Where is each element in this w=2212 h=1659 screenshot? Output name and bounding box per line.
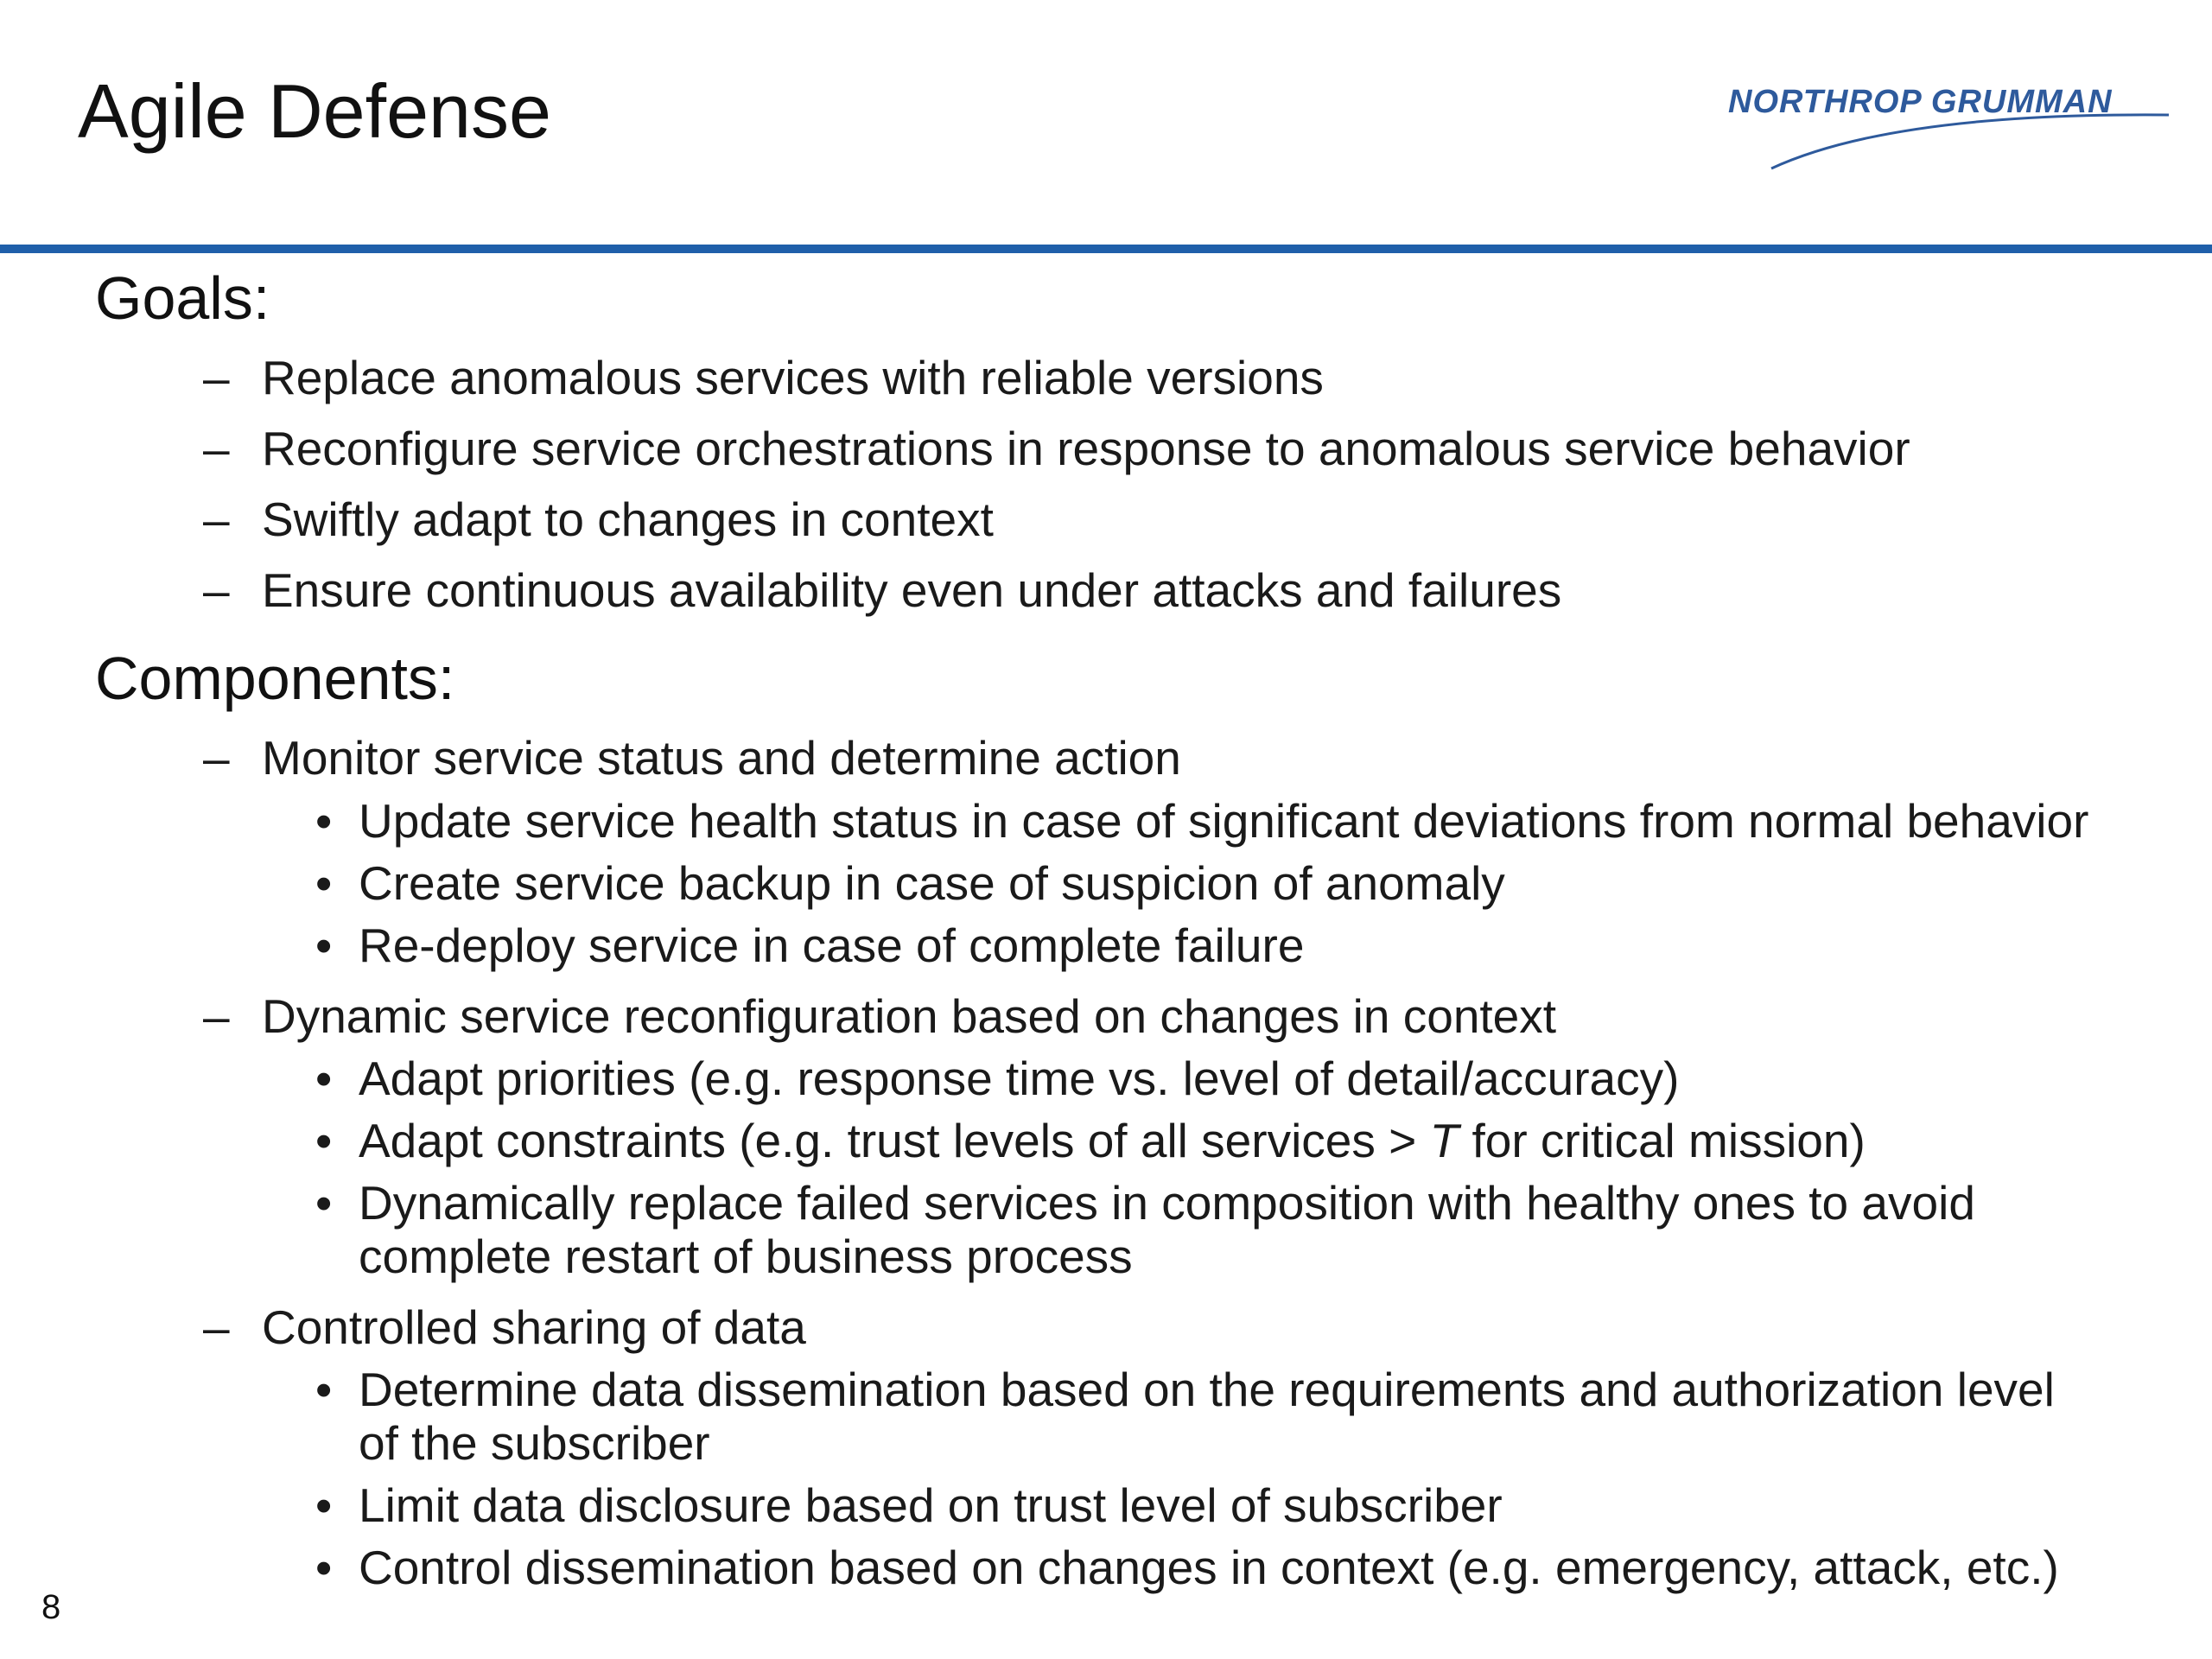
component-item-text [359, 1115, 1866, 1166]
slide-title: Agile Defense [78, 68, 551, 154]
component-item-text: Adapt priorities (e.g. response time vs. level of detail/accuracy) [359, 1052, 1680, 1105]
component-item-text: Dynamically replace failed services in composition with healthy ones to avoid [359, 1176, 1975, 1230]
dash-marker: – [203, 563, 230, 617]
goal-item-text: Replace anomalous services with reliable versions [262, 351, 1324, 404]
component-item-text: Update service health status in case of significant deviations from normal behavior [359, 794, 2089, 848]
bullet-marker: • [315, 1541, 333, 1594]
component-item-text: Create service backup in case of suspicion of anomaly [359, 856, 1505, 910]
bullet-marker: • [315, 918, 333, 972]
northrop-grumman-logo [1719, 73, 2177, 177]
bullet-marker: • [315, 856, 333, 910]
dash-marker: – [203, 989, 230, 1043]
goal-item-text: Ensure continuous availability even under attacks and failures [262, 563, 1562, 617]
goal-item-text: Swiftly adapt to changes in context [262, 493, 994, 546]
bullet-marker: • [315, 1114, 333, 1167]
component-item-text: Determine data dissemination based on the requirements and authorization level [359, 1363, 2055, 1416]
dash-marker: – [203, 351, 230, 404]
bullet-marker: • [315, 1478, 333, 1532]
page-number: 8 [41, 1588, 61, 1626]
goals-heading: Goals: [95, 264, 270, 332]
bullet-marker: • [315, 1363, 333, 1416]
constraint-text-end: for critical mission) [1459, 1114, 1866, 1167]
component-item-text: complete restart of business process [359, 1230, 1133, 1283]
component-item-text: Limit data disclosure based on trust level of subscriber [359, 1478, 1503, 1532]
bullet-marker: • [315, 1176, 333, 1230]
title-divider [0, 245, 2212, 253]
dash-marker: – [203, 1300, 230, 1354]
dash-marker: – [203, 731, 230, 785]
bullet-marker: • [315, 794, 333, 848]
dash-marker: – [203, 422, 230, 475]
component-item-text: Re-deploy service in case of complete failure [359, 918, 1305, 972]
component-label-text: Controlled sharing of data [262, 1300, 806, 1354]
component-label-text: Dynamic service reconfiguration based on changes in context [262, 989, 1557, 1043]
dash-marker: – [203, 493, 230, 546]
goal-item-text: Reconfigure service orchestrations in response to anomalous service behavior [262, 422, 1910, 475]
component-item-text: of the subscriber [359, 1416, 710, 1470]
components-heading: Components: [95, 645, 455, 712]
component-item-text: Control dissemination based on changes in context (e.g. emergency, attack, etc.) [359, 1541, 2059, 1594]
constraint-text-start: Adapt constraints (e.g. trust levels of all services > [359, 1114, 1430, 1167]
logo-wordmark: NORTHROP GRUMMAN [1728, 84, 2113, 120]
threshold-symbol: T [1429, 1114, 1459, 1167]
component-label-text: Monitor service status and determine action [262, 731, 1181, 785]
bullet-marker: • [315, 1052, 333, 1105]
